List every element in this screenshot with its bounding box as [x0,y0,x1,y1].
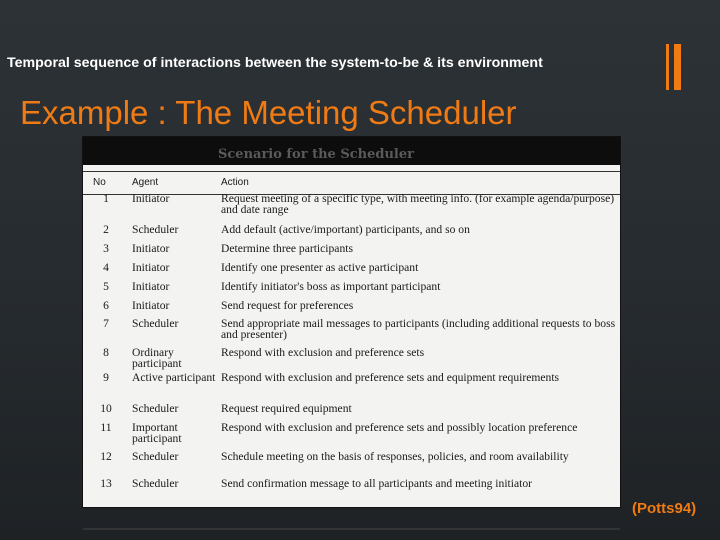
row-action: Respond with exclusion and preference sets and equipment requirements [221,371,560,384]
row-number: 9 [103,371,109,384]
row-agent: Initiator [132,299,170,312]
row-action: Request required equipment [221,402,352,415]
accent-bar-thin [666,44,669,90]
row-action: Determine three participants [221,242,353,255]
row-agent: Initiator [132,261,170,274]
row-number: 13 [100,477,112,490]
row-number: 7 [103,317,109,330]
accent-bar-thick [674,44,681,90]
column-header-no: No [93,177,106,188]
row-number: 11 [100,421,112,434]
row-action: Respond with exclusion and preference sets and possibly location preference [221,421,578,434]
row-action: Send confirmation message to all participants and meeting initiator [221,477,533,490]
row-agent: Scheduler [132,402,179,415]
row-number: 10 [100,402,112,415]
row-agent: Initiator [132,192,170,205]
row-number: 5 [103,280,109,293]
row-action: Request meeting of a specific type, with meeting info. (for example agenda/purpose) and date range [221,192,615,216]
table-bottom-rule [83,528,620,530]
row-number: 3 [103,242,109,255]
row-agent: Scheduler [132,477,179,490]
citation: (Potts94) [632,500,697,517]
row-action: Send request for preferences [221,299,354,312]
row-action: Schedule meeting on the basis of responses, policies, and room availability [221,450,569,463]
column-header-agent: Agent [132,177,159,188]
slide-heading: Example : The Meeting Scheduler [20,94,517,131]
row-action: Send appropriate mail messages to participants (including additional requests to boss and presenter) [221,317,616,341]
row-agent: Scheduler [132,317,179,330]
row-agent: Ordinary participant [132,346,182,370]
row-agent: Important participant [132,421,182,445]
table-caption: Scenario for the Scheduler [218,147,414,162]
row-number: 2 [103,223,109,236]
row-number: 1 [103,192,109,205]
row-action: Add default (active/important) participants, and so on [221,223,470,236]
row-agent: Scheduler [132,450,179,463]
row-number: 8 [103,346,109,359]
slide-title: Temporal sequence of interactions between the system-to-be & its environment [7,55,543,71]
row-agent: Initiator [132,280,170,293]
row-number: 6 [103,299,109,312]
row-number: 4 [103,261,109,274]
scenario-table-image [83,137,620,507]
column-header-action: Action [221,177,249,188]
row-action: Respond with exclusion and preference sets [221,346,425,359]
row-agent: Initiator [132,242,170,255]
row-number: 12 [100,450,112,463]
row-agent: Active participant [132,371,216,384]
row-action: Identify one presenter as active participant [221,261,419,274]
row-agent: Scheduler [132,223,179,236]
table-caption-bar [83,137,620,165]
row-action: Identify initiator's boss as important participant [221,280,441,293]
